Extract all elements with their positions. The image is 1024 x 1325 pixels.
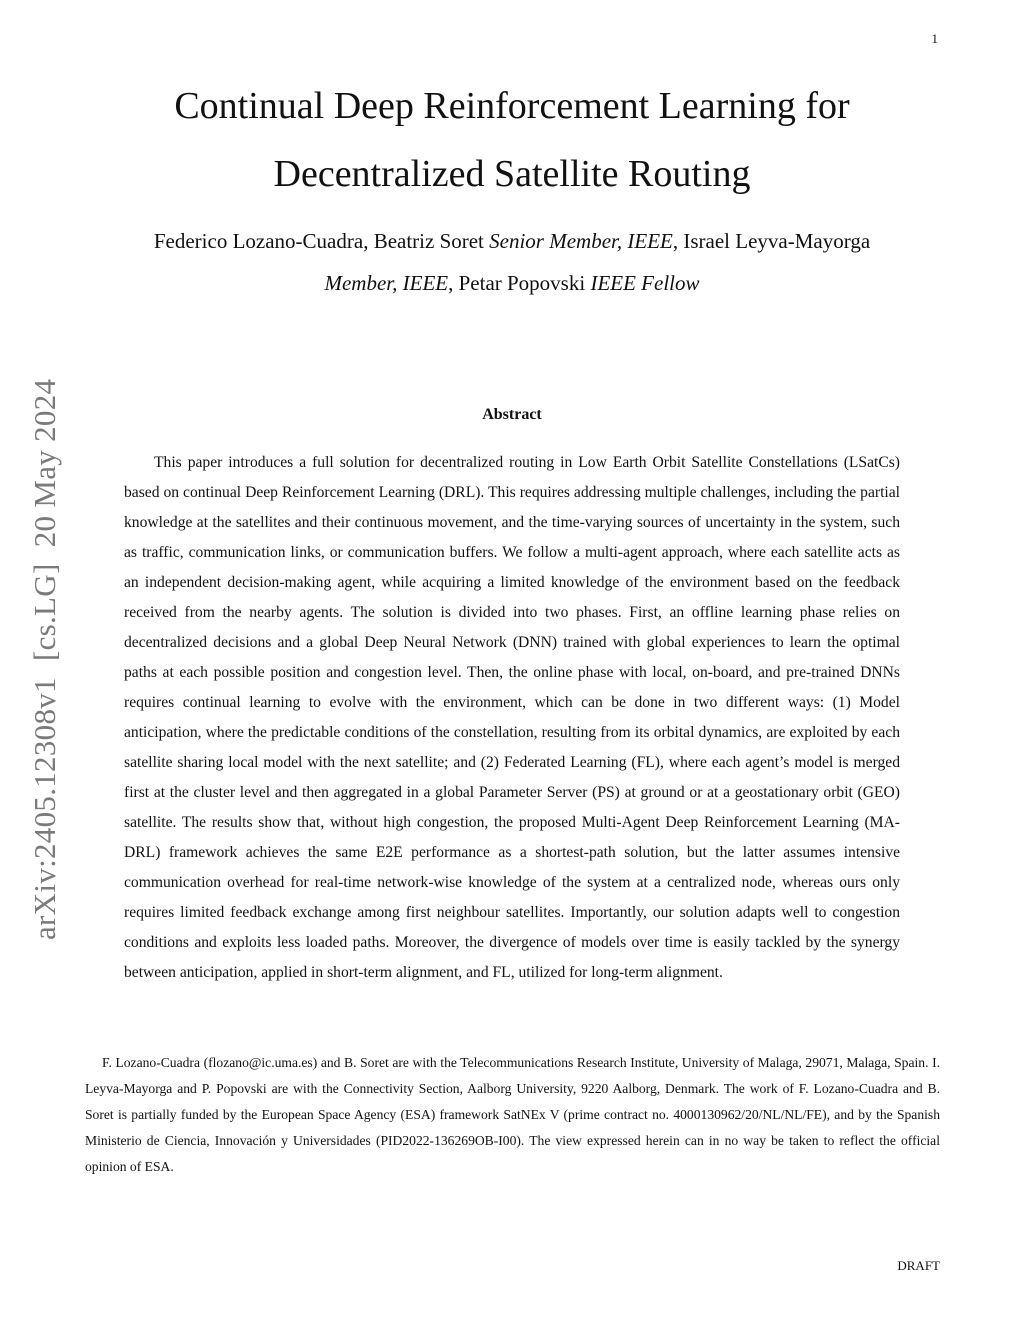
author-role: Senior Member, IEEE <box>489 229 673 253</box>
draft-label: DRAFT <box>897 1258 940 1273</box>
abstract-heading: Abstract <box>482 406 542 423</box>
page-number: 1 <box>931 31 938 46</box>
author-affiliation-footnote: F. Lozano-Cuadra (flozano@ic.uma.es) and B. Soret are with the Telecommunications Research Institute, University of Malaga, 29071, Malaga, Spain. I. Leyva-Mayorga and P. Popovski are with the Connectivity Section, Aalborg University, 9220 Aalborg, Denmark. The work of F. Lozano-Cuadra and B. Soret is partially funded by the European Space Agency (ESA) framework SatNEx V (prime contract no. 4000130962/20/NL/NL/FE), and by the Spanish Ministerio de Ciencia, Innovación y Universidades (PID2022-136269OB-I00). The view expressed herein can in no way be taken to reflect the official opinion of ESA. <box>85 1055 940 1174</box>
arxiv-identifier-stamp: arXiv:2405.12308v1 [cs.LG] 20 May 2024 <box>27 378 62 940</box>
author-role: Member, IEEE <box>324 271 449 295</box>
author-list: Federico Lozano-Cuadra, Beatriz Soret Senior Member, IEEE, Israel Leyva-Mayorga Member, IEEE, Petar Popovski IEEE Fellow <box>153 229 871 295</box>
author-name: Beatriz Soret <box>373 229 484 253</box>
author-role: IEEE Fellow <box>590 271 700 295</box>
author-name: Petar Popovski <box>458 271 586 295</box>
paper-title: Continual Deep Reinforcement Learning for Decentralized Satellite Routing <box>174 85 850 195</box>
abstract-text: This paper introduces a full solution for decentralized routing in Low Earth Orbit Satellite Constellations (LSatCs) based on continual Deep Reinforcement Learning (DRL). This requires addressing multiple challenges, including the partial knowledge at the satellites and their continuous movement, and the time-varying sources of uncertainty in the system, such as traffic, communication links, or communication buffers. We follow a multi-agent approach, where each satellite acts as an independent decision-making agent, while acquiring a limited knowledge of the environment based on the feedback received from the nearby agents. The solution is divided into two phases. First, an offline learning phase relies on decentralized decisions and a global Deep Neural Network (DNN) trained with global experiences to learn the optimal paths at each possible position and congestion level. Then, the online phase with local, on-board, and pre-trained DNNs requires continual learning to evolve with the environment, which can be done in two different ways: (1) Model anticipation, where the predictable conditions of the constellation, resulting from its orbital dynamics, are exploited by each satellite sharing local model with the next satellite; and (2) Federated Learning (FL), where each agent’s model is merged first at the cluster level and then aggregated in a global Parameter Server (PS) at ground or at a geostationary orbit (GEO) satellite. The results show that, without high congestion, the proposed Multi-Agent Deep Reinforcement Learning (MA-DRL) framework achieves the same E2E performance as a shortest-path solution, but the latter assumes intensive communication overhead for real-time network-wise knowledge of the system at a centralized node, whereas ours only requires limited feedback exchange among first neighbour satellites. Importantly, our solution adapts well to congestion conditions and exploits less loaded paths. Moreover, the divergence of models over time is easily tackled by the synergy between anticipation, applied in short-term alignment, and FL, utilized for long-term alignment. <box>124 454 900 981</box>
author-name: Federico Lozano-Cuadra <box>153 229 364 253</box>
author-name: Israel Leyva-Mayorga <box>683 229 871 253</box>
